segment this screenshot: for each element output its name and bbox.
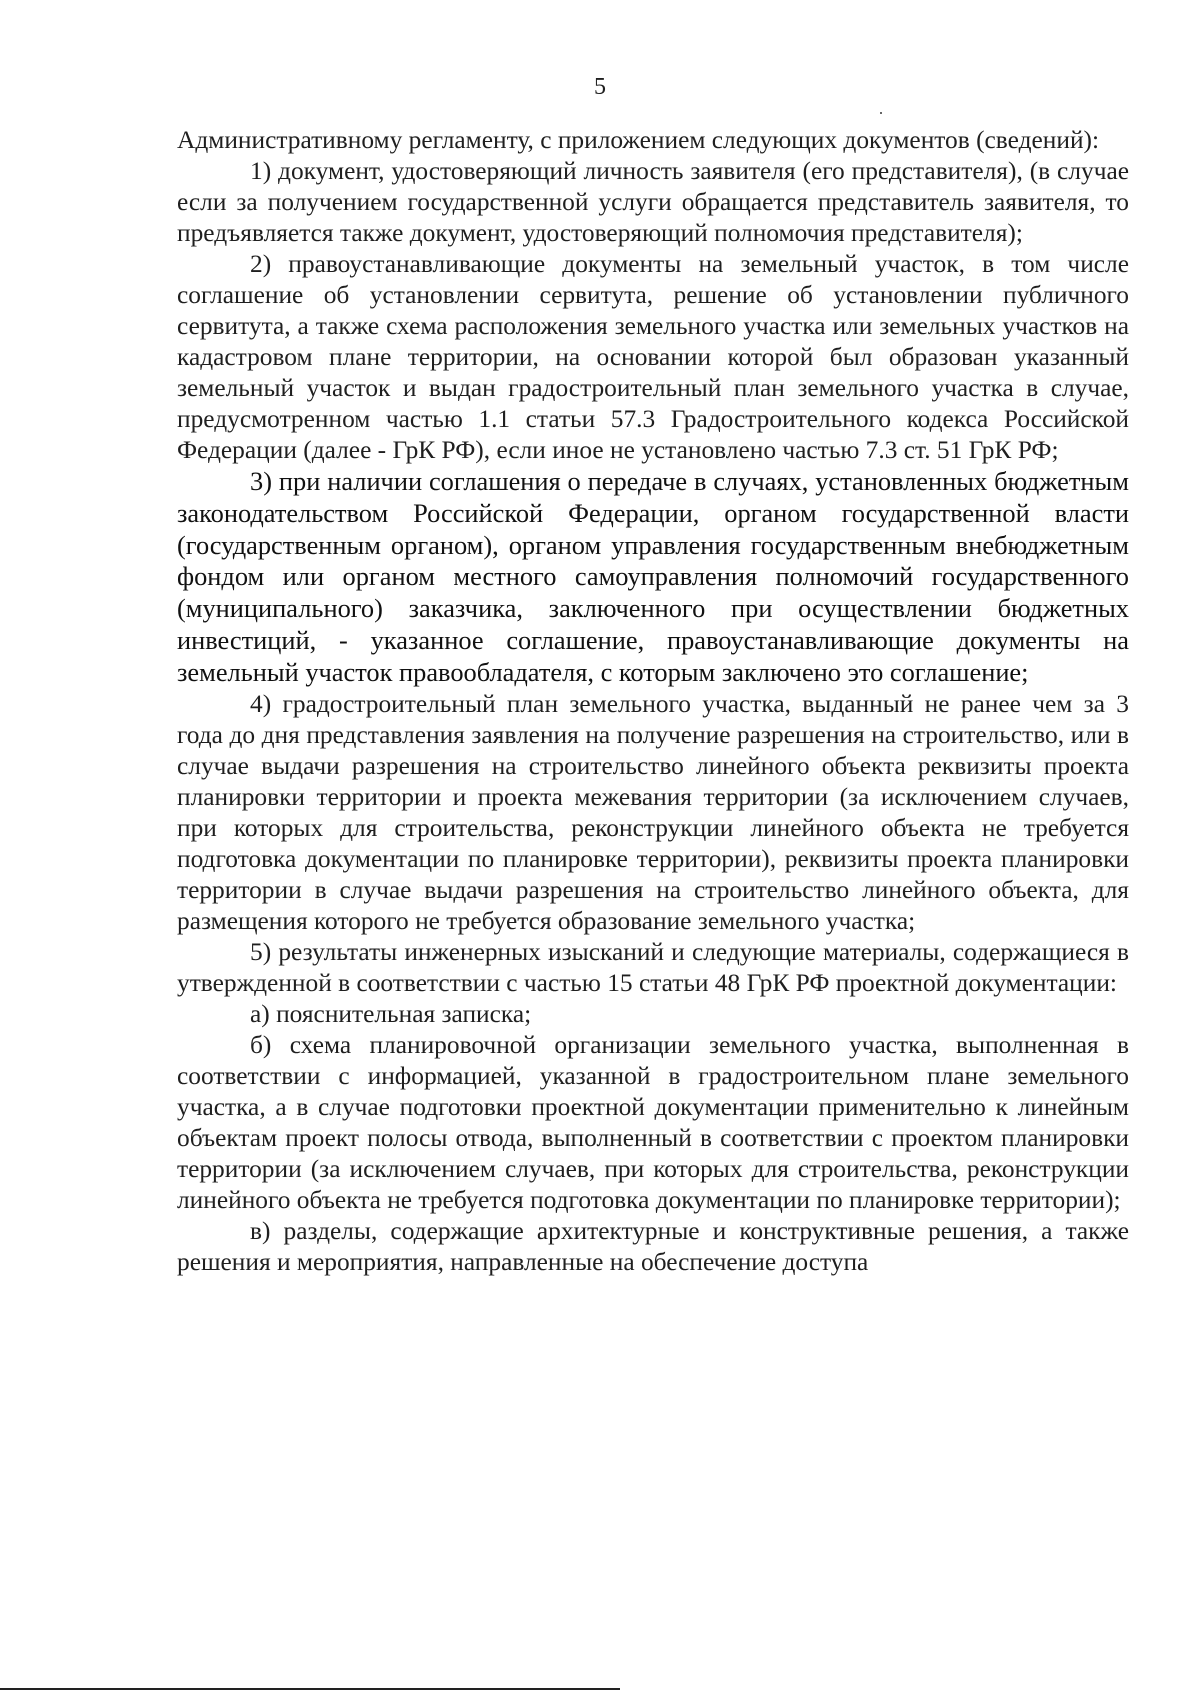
paragraph-item-1: 1) документ, удостоверяющий личность заявителя (его представителя), (в случае если за получением государственной услуги обращается представитель заявителя, то предъявляется также документ, удостоверяющий полномочия представителя); bbox=[177, 157, 1129, 247]
page-number: 5 bbox=[594, 74, 606, 100]
scan-dot bbox=[880, 112, 882, 114]
document-body bbox=[177, 125, 1129, 1278]
paragraph-item-5a: а) пояснительная записка; bbox=[250, 999, 532, 1028]
paragraph-item-5v: в) разделы, содержащие архитектурные и конструктивные решения, а также решения и мероприятия, направленные на обеспечение доступа bbox=[177, 1216, 1129, 1276]
paragraph-item-4: 4) градостроительный план земельного участка, выданный не ранее чем за 3 года до дня представления заявления на получение разрешения на строительство, или в случае выдачи разрешения на строительство линейного объекта реквизиты проекта планировки территории и проекта межевания территории (за исключением случаев, при которых для строительства, реконструкции линейного объекта не требуется подготовка документации по планировке территории), реквизиты проекта планировки территории в случае выдачи разрешения на строительство линейного объекта, для размещения которого не требуется образование земельного участка; bbox=[177, 689, 1129, 935]
paragraph-item-5: 5) результаты инженерных изысканий и следующие материалы, содержащиеся в утвержденной в соответствии с частью 15 статьи 48 ГрК РФ проектной документации: bbox=[177, 937, 1129, 997]
paragraph-item-2: 2) правоустанавливающие документы на земельный участок, в том числе соглашение об установлении сервитута, решение об установлении публичного сервитута, а также схема расположения земельного участка или земельных участков на кадастровом плане территории, на основании которой был образован указанный земельный участок и выдан градостроительный план земельного участка в случае, предусмотренном частью 1.1 статьи 57.3 Градостроительного кодекса Российской Федерации (далее - ГрК РФ), если иное не установлено частью 7.3 ст. 51 ГрК РФ; bbox=[177, 250, 1129, 464]
paragraph-item-3: 3) при наличии соглашения о передаче в случаях, установленных бюджетным законодательством Российской Федерации, органом государственной власти (государственным органом), органом управления государственным внебюджетным фондом или органом местного самоуправления полномочий государственного (муниципального) заказчика, заключенного при осуществлении бюджетных инвестиций, - указанное соглашение, правоустанавливающие документы на земельный участок правообладателя, с которым заключено это соглашение; bbox=[177, 466, 1129, 687]
bottom-rule bbox=[0, 1688, 620, 1690]
paragraph-intro: Административному регламенту, с приложением следующих документов (сведений): bbox=[177, 126, 1100, 154]
paragraph-item-5b: б) схема планировочной организации земельного участка, выполненная в соответствии с информацией, указанной в градостроительном плане земельного участка, а в случае подготовки проектной документации применительно к линейным объектам проект полосы отвода, выполненный в соответствии с проектом планировки территории (за исключением случаев, при которых для строительства, реконструкции линейного объекта не требуется подготовка документации по планировке территории); bbox=[177, 1030, 1129, 1214]
